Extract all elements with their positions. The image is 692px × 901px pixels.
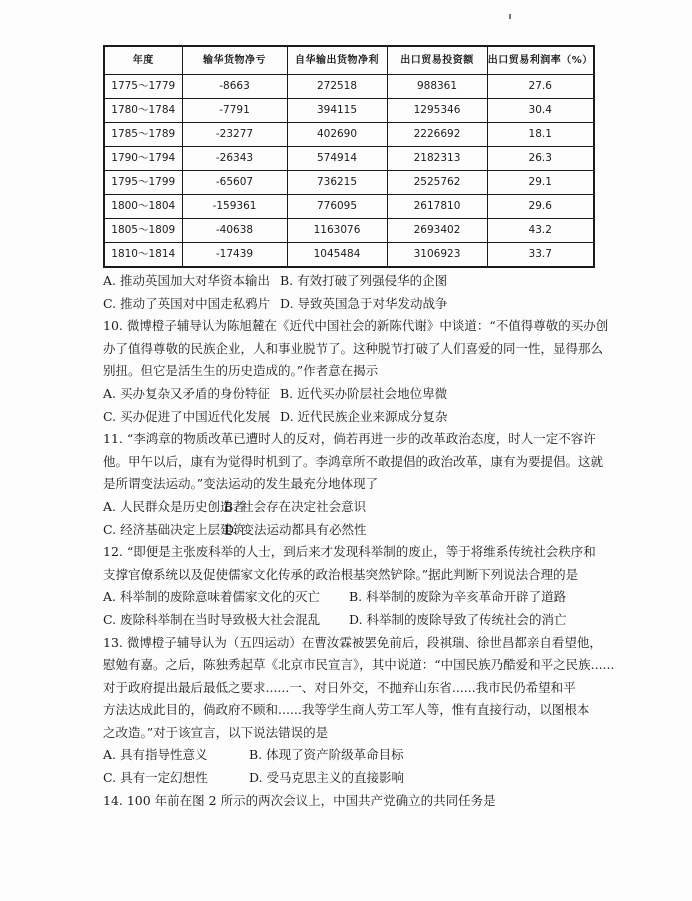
q13-stem-line: 对于政府提出最后最低之要求......一、对日外交，不抛弃山东省......我市民仍希望和平 bbox=[103, 679, 576, 695]
table-cell: 1295346 bbox=[387, 99, 487, 123]
q9-option-b: B. 有效打破了列强侵华的企图 bbox=[280, 273, 448, 288]
q13-option-c: C. 具有一定幻想性 bbox=[103, 770, 208, 786]
q12-option-d: D. 科举制的废除导致了传统社会的消亡 bbox=[349, 611, 567, 627]
q12-stem-line: 支撑官僚系统以及促使儒家文化传承的政治根基突然铲除。”据此判断下列说法合理的是 bbox=[103, 566, 579, 582]
header-year: 年度 bbox=[104, 46, 182, 75]
q11-option-a: A. 人民群众是历史创造者 bbox=[103, 498, 245, 514]
q9-options-row2 bbox=[103, 293, 603, 316]
table-cell: 1800～1804 bbox=[104, 195, 182, 219]
table-cell: 1785～1789 bbox=[104, 123, 182, 147]
q13-stem-line: 方法达成此目的，倘政府不顾和......我等学生商人劳工军人等，惟有直接行动，以图根本 bbox=[103, 702, 590, 718]
q9-options-row1 bbox=[103, 270, 603, 293]
table-cell: 1780～1784 bbox=[104, 99, 182, 123]
table-cell: 27.6 bbox=[487, 75, 594, 99]
table-cell: 1795～1799 bbox=[104, 171, 182, 195]
q10-options-row2 bbox=[103, 406, 603, 429]
q10-option-d: D. 近代民族企业来源成分复杂 bbox=[280, 408, 448, 424]
table-cell: 394115 bbox=[287, 99, 387, 123]
table-cell: 1163076 bbox=[287, 219, 387, 243]
table-cell: 2617810 bbox=[387, 195, 487, 219]
table-row bbox=[104, 171, 594, 195]
table-cell: 1045484 bbox=[287, 243, 387, 268]
q13-options-row1 bbox=[103, 744, 603, 767]
table-cell: -8663 bbox=[182, 75, 287, 99]
q14-stem-line: 14. 100 年前在图 2 所示的两次会议上，中国共产党确立的共同任务是 bbox=[103, 792, 496, 808]
q11-stem-line: 是所谓变法运动。”变法运动的发生最充分地体现了 bbox=[103, 476, 379, 492]
table-cell: 2525762 bbox=[387, 171, 487, 195]
table-cell: 272518 bbox=[287, 75, 387, 99]
q11-stem-line: 他。甲午以后，康有为觉得时机到了。李鸿章所不敢提倡的政治改革，康有为要提倡。这就 bbox=[103, 453, 604, 469]
table-cell: -40638 bbox=[182, 219, 287, 243]
q12-options-row1 bbox=[103, 586, 603, 609]
table-cell: -26343 bbox=[182, 147, 287, 171]
header-export-profit: 自华输出货物净利 bbox=[287, 46, 387, 75]
table-cell: 402690 bbox=[287, 123, 387, 147]
q12-option-c: C. 废除科举制在当时导致极大社会混乱 bbox=[103, 611, 321, 627]
table-header-row bbox=[104, 46, 594, 75]
q11-option-c: C. 经济基础决定上层建筑 bbox=[103, 521, 246, 537]
table-row bbox=[104, 195, 594, 219]
q11-options-row2 bbox=[103, 519, 603, 542]
table-cell: 1805～1809 bbox=[104, 219, 182, 243]
q10-stem-line: 办了值得尊敬的民族企业，人和事业脱节了。这种脱节打破了人们喜爱的同一性，显得那么 bbox=[103, 340, 604, 356]
q12-options-row2 bbox=[103, 609, 603, 632]
q9-option-c: C. 推动了英国对中国走私鸦片 bbox=[103, 295, 271, 311]
q10-options-row1 bbox=[103, 383, 603, 406]
q9-option-d: D. 导致英国急于对华发动战争 bbox=[280, 295, 448, 311]
header-import-loss: 输华货物净亏 bbox=[182, 46, 287, 75]
q13-option-d: D. 受马克思主义的直接影响 bbox=[249, 770, 405, 786]
q13-option-b: B. 体现了资产阶级革命目标 bbox=[249, 747, 404, 763]
q12-stem-line: 12. “即便是主张废科举的人士，到后来才发现科举制的废止，等于将维系传统社会秩序和 bbox=[103, 544, 596, 560]
table-cell: 30.4 bbox=[487, 99, 594, 123]
table-cell: 988361 bbox=[387, 75, 487, 99]
table-cell: 26.3 bbox=[487, 147, 594, 171]
q10-option-c: C. 买办促进了中国近代化发展 bbox=[103, 408, 271, 424]
header-profit-rate: 出口贸易利润率（%） bbox=[487, 46, 594, 75]
table-cell: 1775～1779 bbox=[104, 75, 182, 99]
table-cell: 2693402 bbox=[387, 219, 487, 243]
q10-stem-line: 别扭。但它是活生生的历史造成的。”作者意在揭示 bbox=[103, 363, 379, 379]
table-cell: 29.1 bbox=[487, 171, 594, 195]
table-cell: 18.1 bbox=[487, 123, 594, 147]
q11-options-row1 bbox=[103, 496, 603, 519]
q10-option-a: A. 买办复杂又矛盾的身份特征 bbox=[103, 385, 270, 401]
table-cell: -7791 bbox=[182, 99, 287, 123]
table-row bbox=[104, 147, 594, 171]
table-cell: -23277 bbox=[182, 123, 287, 147]
table-row bbox=[104, 243, 594, 268]
table-cell: 33.7 bbox=[487, 243, 594, 268]
table-row bbox=[104, 123, 594, 147]
q11-stem-line: 11. “李鸿章的物质改革已遭时人的反对，倘若再进一步的改革政治态度，时人一定不容许 bbox=[103, 431, 596, 447]
table-cell: 574914 bbox=[287, 147, 387, 171]
table-row bbox=[104, 75, 594, 99]
q12-option-b: B. 科举制的废除为辛亥革命开辟了道路 bbox=[349, 589, 567, 605]
trade-table bbox=[103, 45, 595, 268]
table-cell: 43.2 bbox=[487, 219, 594, 243]
q13-stem-line: 13. 微博橙子辅导认为（五四运动）在曹汝霖被罢免前后，段祺瑞、徐世昌都亲自看望他， bbox=[103, 634, 602, 650]
table-cell: 3106923 bbox=[387, 243, 487, 268]
q13-option-a: A. 具有指导性意义 bbox=[103, 747, 208, 763]
q10-stem-line: 10. 微博橙子辅导认为陈旭麓在《近代中国社会的新陈代谢》中谈道：“不值得尊敬的买办创 bbox=[103, 318, 609, 334]
q13-stem-line: 慰勉有嘉。之后，陈独秀起草《北京市民宣言》，其中说道：“中国民族乃酷爱和平之民族...... bbox=[103, 657, 615, 673]
table-cell: -65607 bbox=[182, 171, 287, 195]
table-row bbox=[104, 219, 594, 243]
table-cell: -159361 bbox=[182, 195, 287, 219]
q11-option-d: D. 变法运动都具有必然性 bbox=[224, 521, 367, 537]
question-text bbox=[103, 270, 615, 812]
table-cell: 2226692 bbox=[387, 123, 487, 147]
table-cell: 29.6 bbox=[487, 195, 594, 219]
q9-option-a: A. 推动英国加大对华资本输出 bbox=[103, 273, 270, 288]
table-cell: 1790～1794 bbox=[104, 147, 182, 171]
scan-mark bbox=[509, 14, 511, 19]
q11-option-b: B. 社会存在决定社会意识 bbox=[224, 498, 367, 514]
table-cell: 736215 bbox=[287, 171, 387, 195]
q13-options-row2 bbox=[103, 767, 603, 790]
table-cell: 1810～1814 bbox=[104, 243, 182, 268]
header-investment: 出口贸易投资额 bbox=[387, 46, 487, 75]
q10-option-b: B. 近代买办阶层社会地位卑微 bbox=[280, 385, 448, 401]
table-cell: -17439 bbox=[182, 243, 287, 268]
q12-option-a: A. 科举制的废除意味着儒家文化的灭亡 bbox=[103, 589, 320, 605]
q13-stem-line: 之改造。”对于该宣言，以下说法错误的是 bbox=[103, 724, 329, 740]
table-row bbox=[104, 99, 594, 123]
table-cell: 776095 bbox=[287, 195, 387, 219]
table-cell: 2182313 bbox=[387, 147, 487, 171]
